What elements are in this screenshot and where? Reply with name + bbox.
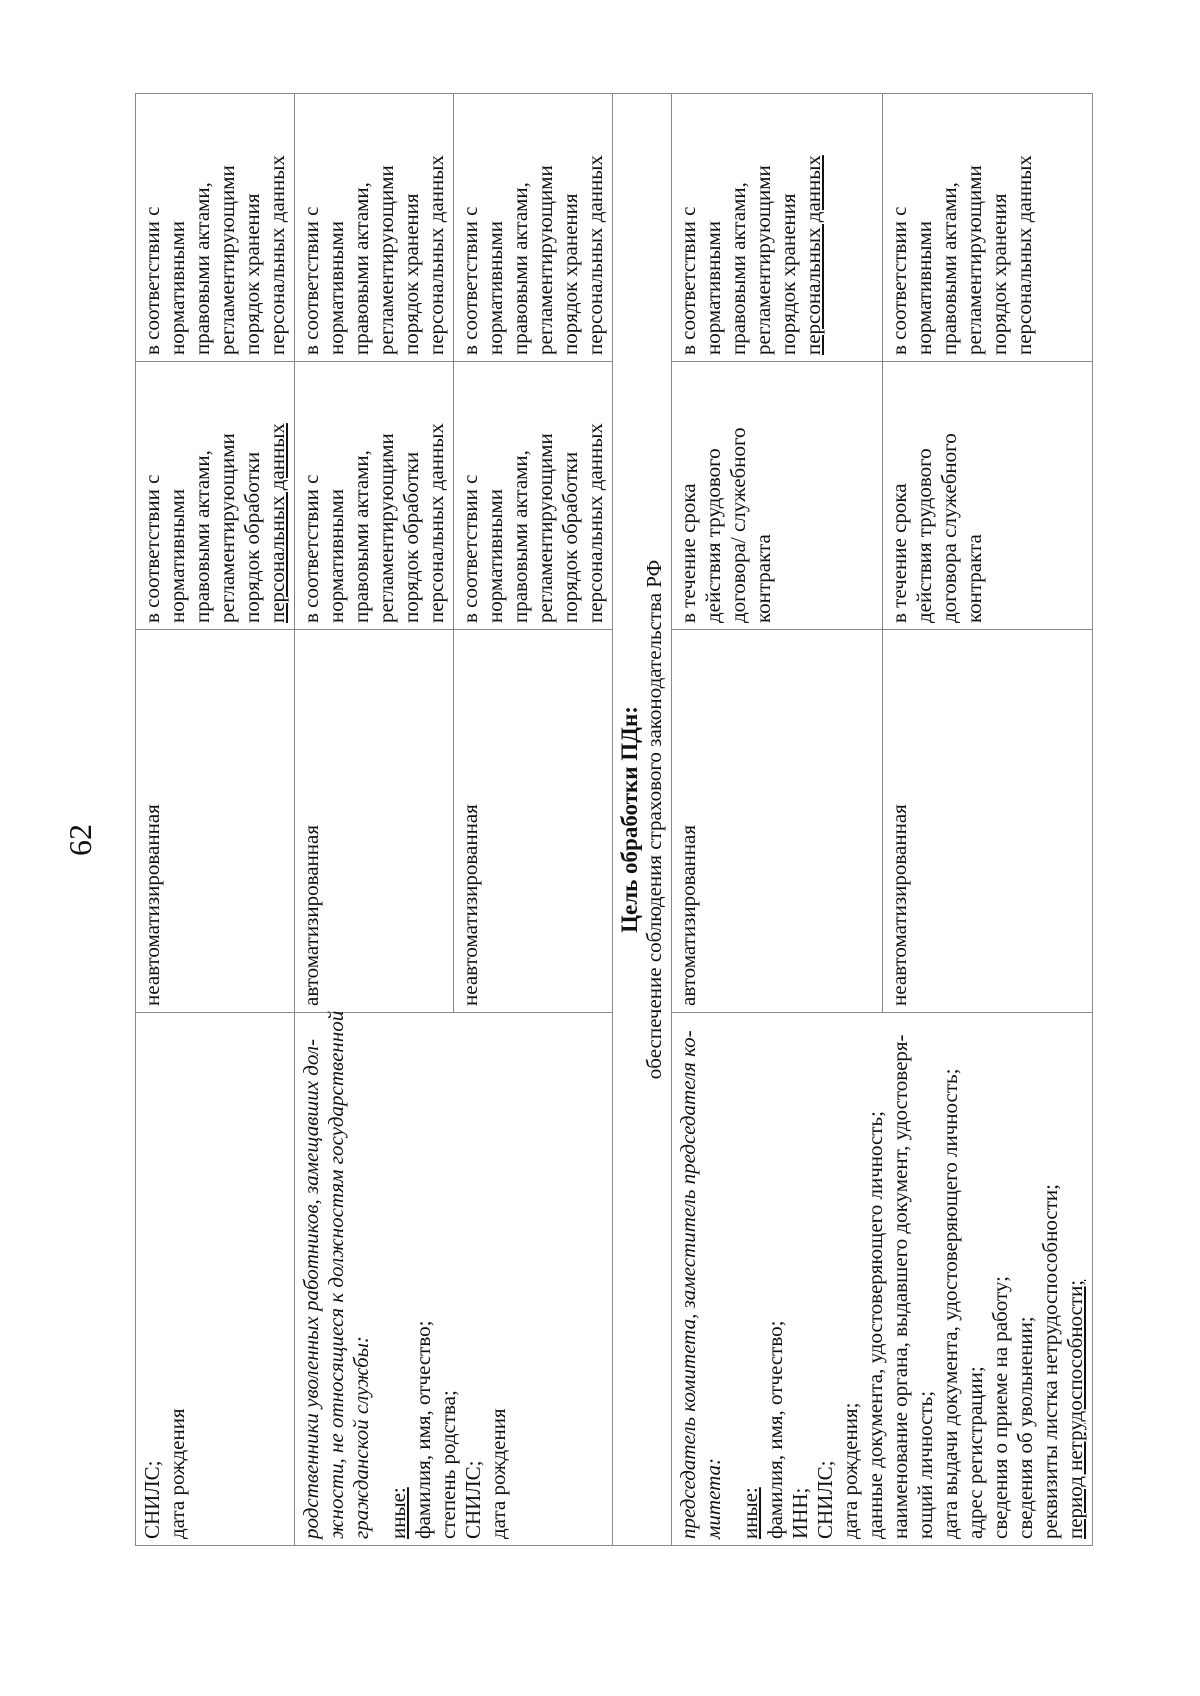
subject-line: жности, не относящиеся к должностям государственной	[324, 1010, 348, 1539]
storage-term-cell	[672, 94, 883, 362]
term-line: в соответствии с	[676, 206, 700, 355]
data-line: СНИЛС;	[813, 1460, 837, 1539]
subject-cell	[672, 1013, 1093, 1546]
subject-cell	[295, 1010, 613, 1546]
term-line: порядок хранения	[558, 193, 582, 355]
term-line: нормативными	[911, 220, 936, 355]
method-cell	[882, 630, 1093, 1013]
term-line: нормативными	[324, 220, 348, 355]
subject-line: родственники уволенных работников, замещавших дол-	[299, 1038, 323, 1539]
term-line: в соответствии с	[140, 206, 164, 355]
data-line: сведения о приеме на работу;	[988, 1276, 1012, 1539]
term-line: действия трудового	[911, 448, 936, 623]
term-line: нормативными	[165, 220, 189, 355]
section-title: Цель обработки ПДн:	[617, 706, 642, 933]
processing-term-cell	[295, 362, 454, 630]
data-heading: иные:	[738, 1487, 762, 1539]
term-line: порядок хранения	[776, 193, 800, 355]
data-line: ИНН;	[788, 1487, 812, 1539]
term-line: нормативными	[483, 220, 507, 355]
term-line: персональных данных	[583, 423, 607, 623]
term-line: нормативными	[483, 488, 507, 623]
term-line: в соответствии с	[299, 474, 323, 623]
data-line: фамилия, имя, отчество;	[763, 1320, 787, 1539]
term-line: порядок хранения	[399, 193, 423, 355]
processing-term-cell	[454, 362, 613, 630]
term-line: правовыми актами,	[190, 450, 214, 623]
processing-term-cell	[882, 362, 1093, 630]
term-line: регламентирующими	[533, 165, 557, 355]
method-text: неавтоматизированная	[140, 804, 164, 1006]
data-cell	[136, 1013, 295, 1546]
data-line: адрес регистрации;	[963, 1366, 987, 1539]
method-cell	[136, 630, 295, 1013]
term-line: правовыми актами,	[349, 450, 373, 623]
data-line: дата рождения;	[838, 1402, 862, 1539]
term-line: регламентирующими	[374, 433, 398, 623]
term-line: договора служебного	[936, 433, 961, 623]
term-line: порядок хранения	[240, 193, 264, 355]
data-line: дата выдачи документа, удостоверяющего личность;	[938, 1068, 962, 1539]
data-line: СНИЛС;	[461, 1460, 485, 1539]
term-line: персональных данных	[1011, 155, 1036, 355]
term-line: нормативными	[324, 488, 348, 623]
term-line: в течение срока	[676, 483, 700, 623]
table-row	[136, 94, 295, 1546]
data-line: фамилия, имя, отчество;	[411, 1320, 435, 1539]
method-cell	[672, 630, 883, 1013]
data-line: данные документа, удостоверяющего личность;	[863, 1111, 887, 1539]
subject-line: митета:	[701, 1457, 725, 1539]
term-line: правовыми актами,	[190, 182, 214, 355]
table-row	[295, 94, 454, 1546]
term-line: персональных данных	[583, 155, 607, 355]
subject-line: гражданской службы:	[349, 1336, 373, 1539]
term-line: правовыми актами,	[349, 182, 373, 355]
term-line: в соответствии с	[299, 206, 323, 355]
term-line: регламентирующими	[961, 165, 986, 355]
term-line: регламентирующими	[215, 433, 239, 623]
method-text: автоматизированная	[676, 824, 700, 1006]
term-line: порядок обработки	[399, 451, 423, 623]
term-line: регламентирующими	[374, 165, 398, 355]
subject-line: председатель комитета, заместитель председателя ко-	[676, 1030, 700, 1539]
data-line: СНИЛС;	[140, 1460, 164, 1539]
term-line: в течение срока	[886, 483, 911, 623]
term-line: в соответствии с	[458, 474, 482, 623]
spacer	[374, 1019, 386, 1539]
term-line: персональных данных	[265, 155, 289, 355]
pdn-table	[135, 93, 1093, 1546]
term-line: контракта	[751, 534, 775, 623]
section-subtitle: обеспечение соблюдения страхового законодательства РФ	[642, 559, 666, 1080]
storage-term-cell	[882, 94, 1093, 362]
data-line: ющий личность;	[913, 1390, 937, 1539]
data-line: наименование органа, выдавшего документ, удостоверя-	[888, 1034, 912, 1539]
term-line: в соответствии с	[458, 206, 482, 355]
term-line: персональных данных	[801, 155, 825, 355]
page-number: 62	[62, 824, 98, 856]
term-line: персональных данных	[424, 155, 448, 355]
term-line: регламентирующими	[751, 165, 775, 355]
table-row	[672, 94, 883, 1546]
storage-term-cell	[295, 94, 454, 362]
storage-term-cell	[136, 94, 295, 362]
term-line: нормативными	[701, 220, 725, 355]
term-line: персональных данных	[265, 423, 289, 623]
data-line: дата рождения	[486, 1408, 510, 1539]
term-line: регламентирующими	[215, 165, 239, 355]
term-line: правовыми актами,	[936, 182, 961, 355]
term-line: правовыми актами,	[726, 182, 750, 355]
term-line: порядок хранения	[986, 193, 1011, 355]
data-line: дата рождения	[165, 1408, 189, 1539]
data-line: сведения об увольнении;	[1013, 1316, 1037, 1539]
term-line: персональных данных	[424, 423, 448, 623]
term-line: действия трудового	[701, 448, 725, 623]
term-line: регламентирующими	[533, 433, 557, 623]
term-line: порядок обработки	[240, 451, 264, 623]
term-line: правовыми актами,	[508, 450, 532, 623]
data-line: степень родства;	[436, 1390, 460, 1539]
processing-term-cell	[136, 362, 295, 630]
term-line: в соответствии с	[886, 206, 911, 355]
data-line: реквизиты листка нетрудоспособности;	[1038, 1184, 1062, 1539]
method-text: автоматизированная	[299, 824, 323, 1006]
method-text: неавтоматизированная	[886, 804, 911, 1006]
processing-term-cell	[672, 362, 883, 630]
term-line: нормативными	[165, 488, 189, 623]
term-line: договора/ служебного	[726, 427, 750, 623]
storage-term-cell	[454, 94, 613, 362]
term-line: порядок обработки	[558, 451, 582, 623]
data-line: период нетрудоспособности;	[1063, 1279, 1087, 1539]
data-heading: иные:	[386, 1487, 410, 1539]
method-cell	[454, 630, 613, 1013]
term-line: правовыми актами,	[508, 182, 532, 355]
term-line: контракта	[961, 534, 986, 623]
method-cell	[295, 630, 454, 1013]
section-header	[613, 94, 672, 1546]
term-line: в соответствии с	[140, 474, 164, 623]
spacer	[726, 1019, 738, 1539]
method-text: неавтоматизированная	[458, 804, 482, 1006]
section-row	[613, 94, 672, 1546]
